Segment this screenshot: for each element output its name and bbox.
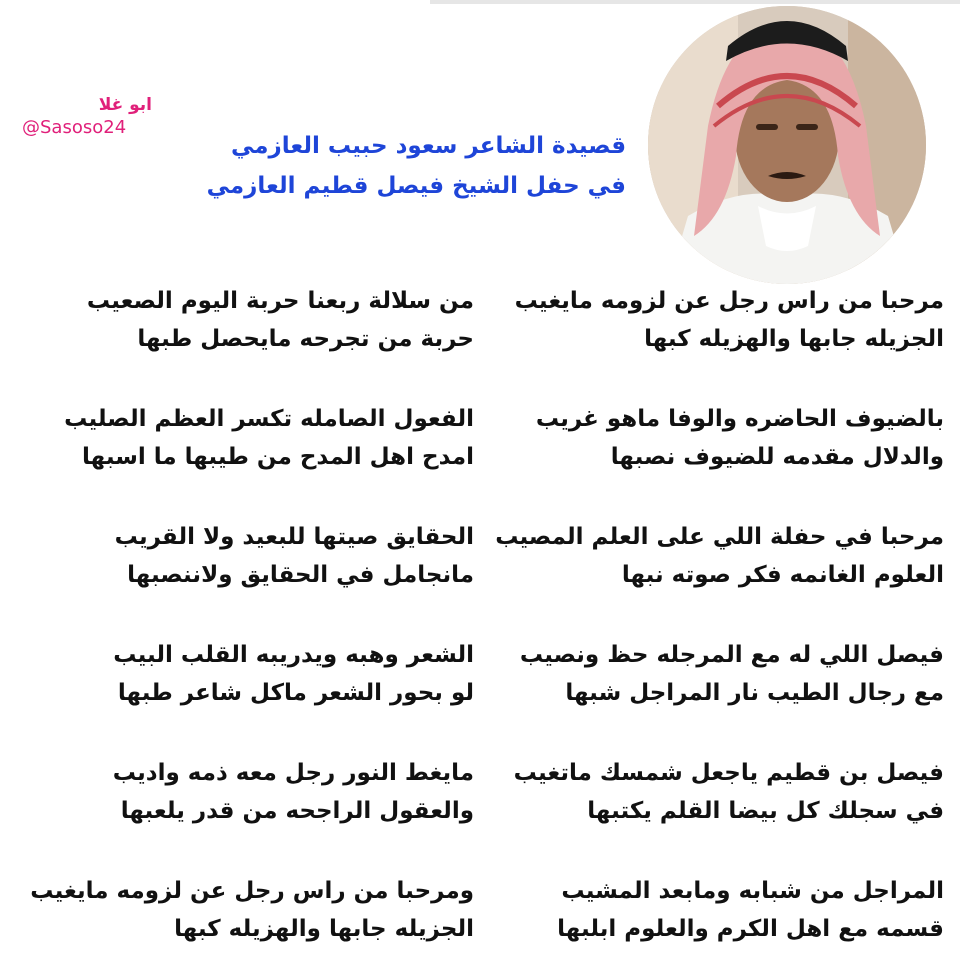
verse-line: من سلالة ربعنا حربة اليوم الصعيب bbox=[86, 288, 474, 314]
verse-3-right bbox=[494, 518, 944, 594]
title-line-2: في حفل الشيخ فيصل قطيم العازمي bbox=[206, 173, 626, 199]
signature bbox=[22, 94, 152, 140]
verse-line: مرحبا في حفلة اللي على العلم المصيب bbox=[495, 524, 944, 550]
signature-handle: @Sasoso24 bbox=[22, 117, 127, 138]
verse-line: قسمه مع اهل الكرم والعلوم ابلبها bbox=[557, 916, 944, 942]
verse-3-left bbox=[24, 518, 474, 594]
verse-line: مع رجال الطيب نار المراجل شبها bbox=[565, 680, 944, 706]
verse-line: مرحبا من راس رجل عن لزومه مايغيب bbox=[514, 288, 944, 314]
verse-5-right bbox=[494, 754, 944, 830]
verse-4-left bbox=[24, 636, 474, 712]
verse-line: الحقايق صيتها للبعيد ولا القريب bbox=[114, 524, 474, 550]
signature-name: ابو غلا bbox=[98, 95, 152, 115]
verse-1-left bbox=[24, 282, 474, 358]
top-divider bbox=[430, 0, 960, 4]
verse-line: العلوم الغانمه فكر صوته نبها bbox=[621, 562, 944, 588]
verse-1-right bbox=[494, 282, 944, 358]
verse-line: في سجلك كل بيضا القلم يكتبها bbox=[587, 798, 944, 824]
verse-line: والدلال مقدمه للضيوف نصبها bbox=[610, 444, 944, 470]
verse-line: مايغط النور رجل معه ذمه واديب bbox=[112, 760, 474, 786]
verse-6-left bbox=[24, 872, 474, 948]
verse-2-right bbox=[494, 400, 944, 476]
verse-2-left bbox=[24, 400, 474, 476]
verse-line: الجزيله جابها والهزيله كبها bbox=[174, 916, 474, 942]
verse-line: المراجل من شبابه ومابعد المشيب bbox=[561, 878, 944, 904]
verse-5-left bbox=[24, 754, 474, 830]
verse-line: فيصل بن قطيم ياجعل شمسك ماتغيب bbox=[513, 760, 944, 786]
verse-line: مانجامل في الحقايق ولاننصبها bbox=[127, 562, 474, 588]
verse-6-right bbox=[494, 872, 944, 948]
verse-line: ومرحبا من راس رجل عن لزومه مايغيب bbox=[30, 878, 474, 904]
verse-line: بالضيوف الحاضره والوفا ماهو غريب bbox=[535, 406, 944, 432]
verse-line: الشعر وهبه ويدريبه القلب البيب bbox=[113, 642, 474, 668]
verse-line: الجزيله جابها والهزيله كبها bbox=[644, 326, 944, 352]
verse-line: والعقول الراجحه من قدر يلعبها bbox=[120, 798, 474, 824]
verse-4-right bbox=[494, 636, 944, 712]
verse-line: امدح اهل المدح من طيبها ما اسبها bbox=[82, 444, 474, 470]
verse-line: الفعول الصامله تكسر العظم الصليب bbox=[64, 406, 474, 432]
poet-avatar bbox=[648, 6, 926, 284]
poem-title bbox=[160, 126, 626, 206]
poet-photo-icon bbox=[648, 6, 926, 284]
verse-line: فيصل اللي له مع المرجله حظ ونصيب bbox=[519, 642, 944, 668]
verse-line: لو بحور الشعر ماكل شاعر طبها bbox=[117, 680, 474, 706]
verse-line: حربة من تجرحه مايحصل طبها bbox=[137, 326, 474, 352]
title-line-1: قصيدة الشاعر سعود حبيب العازمي bbox=[231, 133, 626, 159]
